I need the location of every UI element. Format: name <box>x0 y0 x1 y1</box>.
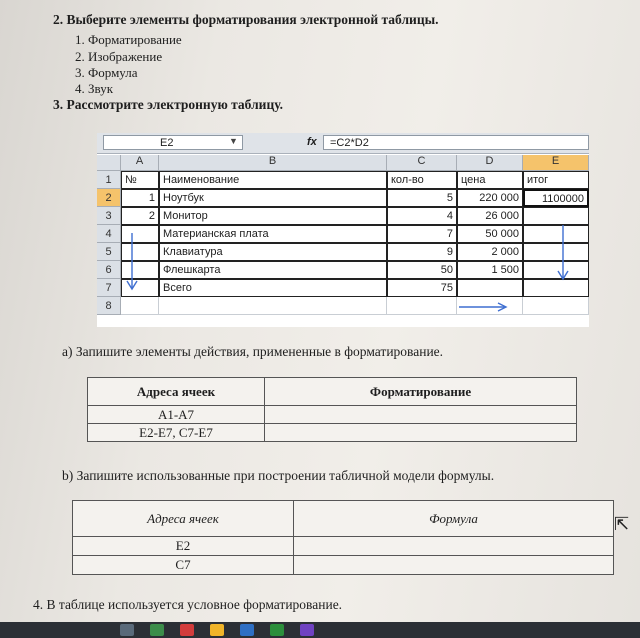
row-header[interactable]: 4 <box>97 225 121 243</box>
task-a-col-formatting: Форматирование <box>265 378 577 406</box>
task-b-row-2: C7 <box>73 556 294 575</box>
cell-b7[interactable]: Всего <box>159 279 387 297</box>
cell-b2[interactable]: Ноутбук <box>159 189 387 207</box>
task-a-text: а) Запишите элементы действия, примененные в форматирование. <box>62 344 444 359</box>
task-b-answer-1[interactable] <box>294 537 614 556</box>
task-a-col-address: Адреса ячеек <box>88 378 265 406</box>
task-a-answer-2[interactable] <box>265 424 577 442</box>
row-header[interactable]: 3 <box>97 207 121 225</box>
cell-d5[interactable]: 2 000 <box>457 243 523 261</box>
row-header[interactable]: 1 <box>97 171 121 189</box>
formula-input[interactable]: =C2*D2 <box>323 135 589 150</box>
name-box[interactable]: E2 <box>103 135 243 150</box>
question-3-title: 3. Рассмотрите электронную таблицу. <box>53 97 284 112</box>
row-header[interactable]: 5 <box>97 243 121 261</box>
cell-b1[interactable]: Наименование <box>159 171 387 189</box>
taskbar-app-icon[interactable] <box>210 624 224 636</box>
question-4-title: 4. В таблице используется условное форматирование. <box>33 597 343 612</box>
cell-d3[interactable]: 26 000 <box>457 207 523 225</box>
task-b-col-address: Адреса ячеек <box>73 501 294 537</box>
column-header-d[interactable]: D <box>457 155 523 171</box>
cell-a1[interactable]: № <box>121 171 159 189</box>
function-icon[interactable]: fx <box>307 136 317 148</box>
q2-option-2: 2. Изображение <box>75 49 163 64</box>
taskbar-app-icon[interactable] <box>270 624 284 636</box>
cell-e1[interactable]: итог <box>523 171 589 189</box>
cell-c2[interactable]: 5 <box>387 189 457 207</box>
q2-option-3: 3. Формула <box>75 65 138 80</box>
cell-b3[interactable]: Монитор <box>159 207 387 225</box>
task-a-row-2: E2-E7, C7-E7 <box>88 424 265 442</box>
task-a-row-1: A1-A7 <box>88 406 265 424</box>
cell-b5[interactable]: Клавиатура <box>159 243 387 261</box>
row-header[interactable]: 7 <box>97 279 121 297</box>
task-a-answer-1[interactable] <box>265 406 577 424</box>
taskbar-app-icon[interactable] <box>150 624 164 636</box>
cell-c7[interactable]: 75 <box>387 279 457 297</box>
taskbar-app-icon[interactable] <box>120 624 134 636</box>
spreadsheet <box>97 133 589 327</box>
task-b-answer-2[interactable] <box>294 556 614 575</box>
task-a-table <box>87 377 577 442</box>
column-header-a[interactable]: A <box>121 155 159 171</box>
row-header[interactable]: 2 <box>97 189 121 207</box>
cell-d2[interactable]: 220 000 <box>457 189 523 207</box>
task-b-table <box>72 500 614 575</box>
taskbar-app-icon[interactable] <box>180 624 194 636</box>
question-2-title: 2. Выберите элементы форматирования электронной таблицы. <box>53 12 439 27</box>
annotation-arrows <box>97 133 589 327</box>
mouse-cursor-icon: ⇱ <box>614 514 630 534</box>
cell-d6[interactable]: 1 500 <box>457 261 523 279</box>
cell-d1[interactable]: цена <box>457 171 523 189</box>
cell-c1[interactable]: кол-во <box>387 171 457 189</box>
q2-option-4: 4. Звук <box>75 81 114 96</box>
cell-b4[interactable]: Материанская плата <box>159 225 387 243</box>
cell-b6[interactable]: Флешкарта <box>159 261 387 279</box>
chevron-down-icon[interactable]: ▼ <box>229 136 238 146</box>
cell-e2-selected[interactable]: 1100000 <box>523 189 589 207</box>
cell-a2[interactable]: 1 <box>121 189 159 207</box>
cell-d4[interactable]: 50 000 <box>457 225 523 243</box>
task-b-text: b) Запишите использованные при построении табличной модели формулы. <box>62 468 495 483</box>
cell-c4[interactable]: 7 <box>387 225 457 243</box>
row-header[interactable]: 6 <box>97 261 121 279</box>
taskbar-app-icon[interactable] <box>240 624 254 636</box>
taskbar <box>0 622 640 638</box>
row-header[interactable]: 8 <box>97 297 121 315</box>
cell-a3[interactable]: 2 <box>121 207 159 225</box>
cell-c3[interactable]: 4 <box>387 207 457 225</box>
task-b-col-formula: Формула <box>294 501 614 537</box>
column-header-c[interactable]: C <box>387 155 457 171</box>
column-header-e[interactable]: E <box>523 155 589 171</box>
cell-c5[interactable]: 9 <box>387 243 457 261</box>
cell-c6[interactable]: 50 <box>387 261 457 279</box>
q2-option-1: 1. Форматирование <box>75 32 182 47</box>
column-header-b[interactable]: B <box>159 155 387 171</box>
task-b-row-1: E2 <box>73 537 294 556</box>
taskbar-app-icon[interactable] <box>300 624 314 636</box>
